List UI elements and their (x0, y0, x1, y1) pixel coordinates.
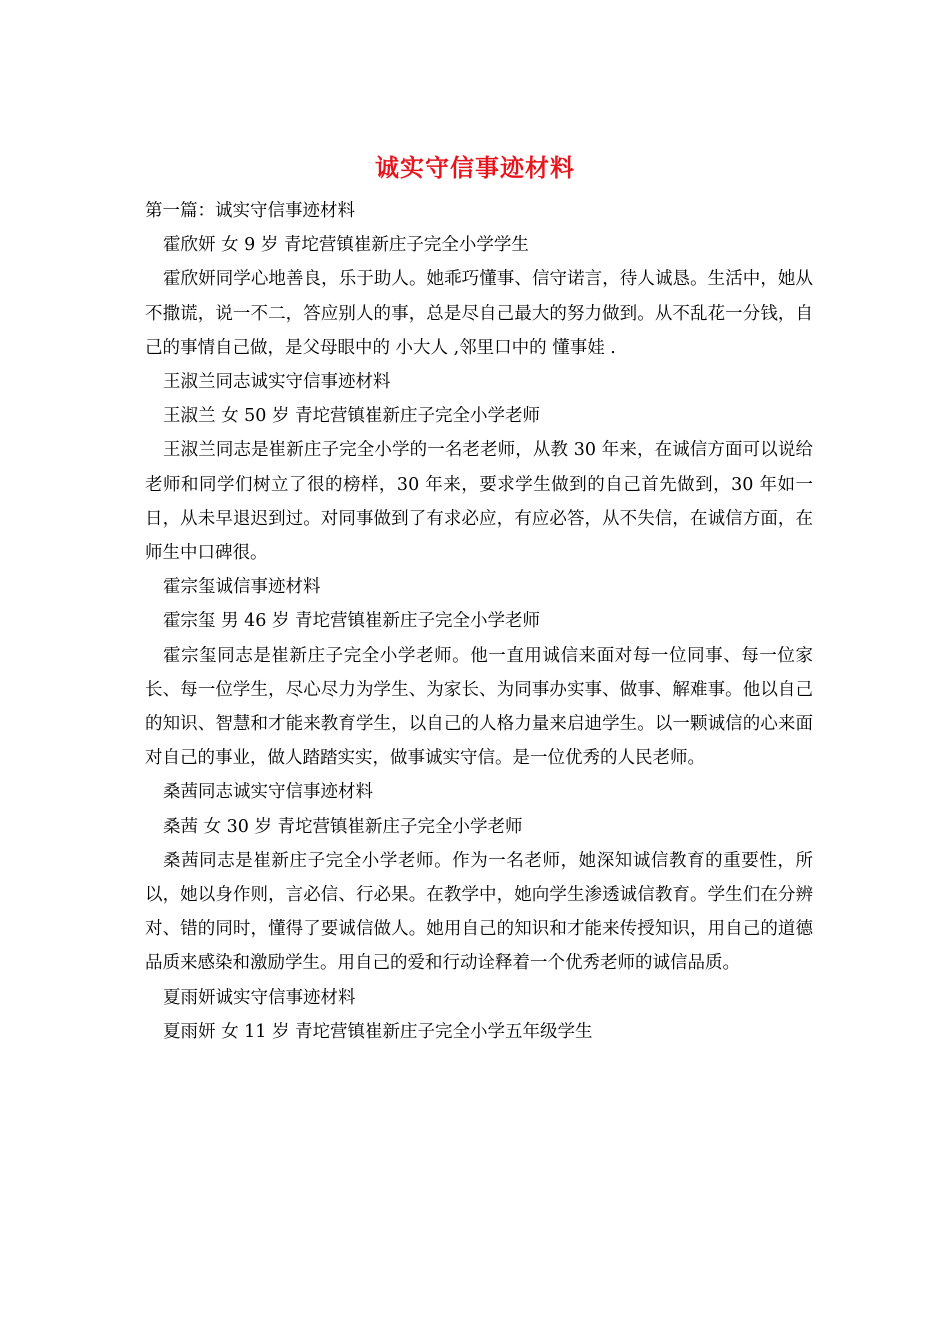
body-paragraph: 霍宗玺同志是崔新庄子完全小学老师。他一直用诚信来面对每一位同事、每一位家长、每一位学生，尽心尽力为学生、为家长、为同事办实事、做事、解难事。他以自己的知识、智慧和才能来教育学生，以自己的人格力量来启迪学生。以一颗诚信的心来面对自己的事业，做人踏踏实实，做事诚实守信。是一位优秀的人民老师。 (145, 645, 813, 769)
subsection-heading: 夏雨妍诚实守信事迹材料 (163, 987, 356, 1008)
section-heading: 第一篇：诚实守信事迹材料 (145, 201, 355, 221)
person-info-line: 桑茜 女 30 岁 青坨营镇崔新庄子完全小学老师 (163, 816, 523, 837)
person-info-line: 霍宗玺 男 46 岁 青坨营镇崔新庄子完全小学老师 (163, 611, 541, 632)
document-title: 诚实守信事迹材料 (375, 153, 575, 182)
body-paragraph: 王淑兰同志是崔新庄子完全小学的一名老老师，从教 30 年来，在诚信方面可以说给老师和同学们树立了很的榜样，30 年来，要求学生做到的自己首先做到，30 年如一日，从未早退迟到过。对同事做到了有求必应，有应必答，从不失信，在诚信方面，在师生中口碑很。 (145, 440, 813, 564)
body-paragraph: 桑茜同志是崔新庄子完全小学老师。作为一名老师，她深知诚信教育的重要性，所以，她以身作则，言必信、行必果。在教学中，她向学生渗透诚信教育。学生们在分辨对、错的同时，懂得了要诚信做人。她用自己的知识和才能来传授知识，用自己的道德品质来感染和激励学生。用自己的爱和行动诠释着一个优秀老师的诚信品质。 (145, 850, 813, 974)
subsection-heading: 霍宗玺诚信事迹材料 (163, 577, 321, 598)
person-info-line: 王淑兰 女 50 岁 青坨营镇崔新庄子完全小学老师 (163, 406, 541, 427)
person-info-line: 夏雨妍 女 11 岁 青坨营镇崔新庄子完全小学五年级学生 (163, 1021, 593, 1042)
subsection-heading: 王淑兰同志诚实守信事迹材料 (163, 372, 391, 393)
document-body (145, 194, 813, 1049)
person-info-line: 霍欣妍 女 9 岁 青坨营镇崔新庄子完全小学学生 (163, 235, 529, 256)
body-paragraph: 霍欣妍同学心地善良，乐于助人。她乖巧懂事、信守诺言，待人诚恳。生活中，她从不撒谎，说一不二，答应别人的事，总是尽自己最大的努力做到。从不乱花一分钱，自己的事情自己做，是父母眼中的 小大人 ,邻里口中的 懂事娃 . (145, 269, 813, 358)
subsection-heading: 桑茜同志诚实守信事迹材料 (163, 782, 373, 803)
